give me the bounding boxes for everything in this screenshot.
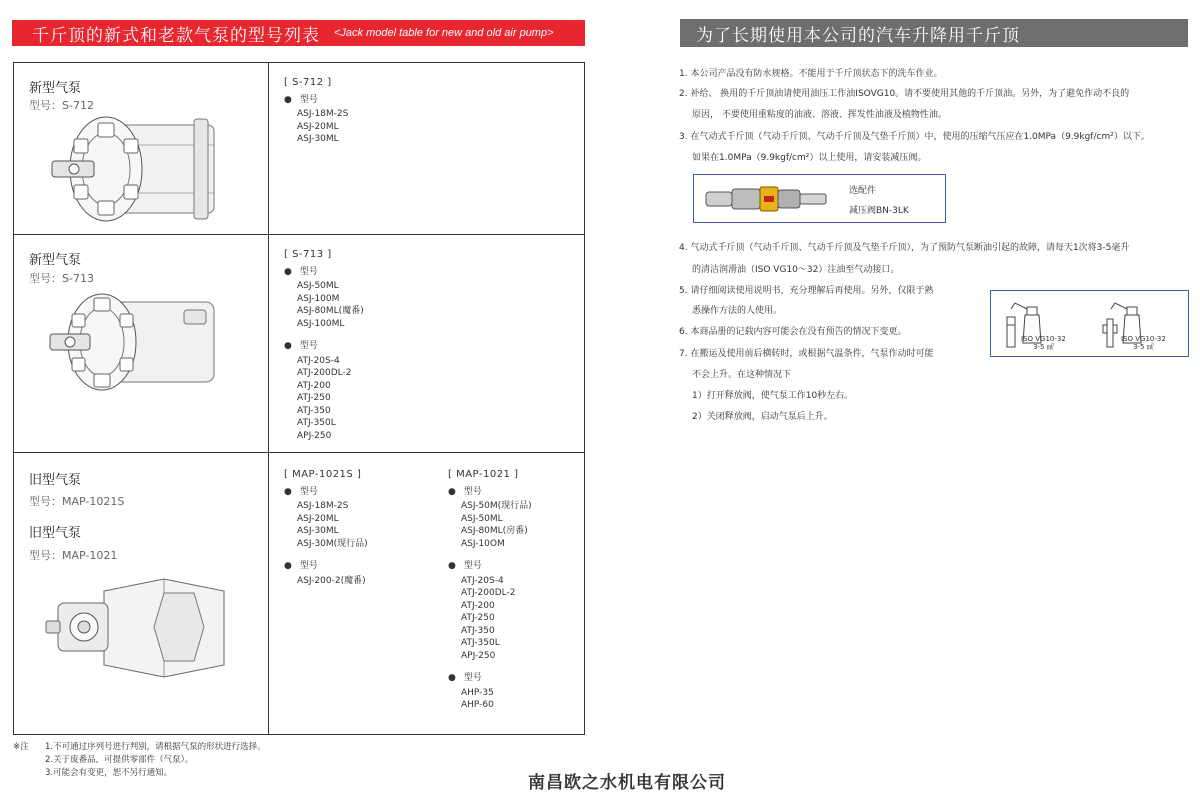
column-divider	[268, 63, 269, 734]
model-list-map1021	[448, 469, 532, 712]
model-item: ASJ-50M(现行品)	[461, 501, 532, 511]
model-item: ASJ-200-2(魔番)	[297, 575, 366, 586]
model-list-map1021s	[284, 469, 368, 587]
model-item: ATJ-350	[297, 405, 331, 416]
row-divider	[14, 452, 584, 453]
left-section-header	[12, 20, 585, 46]
note-line: 3.可能会有变更，恕不另行通知。	[45, 768, 173, 778]
model-code: [ MAP-1021S ]	[284, 469, 362, 480]
model-item: ASJ-100M	[297, 293, 340, 304]
model-group-label: ● 型号	[448, 486, 532, 499]
model-item: ATJ-200	[297, 380, 331, 391]
footer-company-name: 南昌欧之水机电有限公司	[528, 773, 726, 793]
pump-s712-image	[44, 111, 224, 229]
table-notes	[13, 741, 266, 780]
pump-model: 型号：S-712	[29, 99, 94, 112]
pressure-valve-icon	[704, 183, 834, 215]
lube-spec-text: 3-5 ㎖	[1033, 343, 1054, 351]
model-item: ATJ-20S-4	[461, 575, 504, 586]
usage-note: 5. 请仔细阅读使用说明书，充分理解后再使用。另外，仅限于熟	[679, 286, 934, 296]
lube-spec-right	[1121, 335, 1166, 351]
lube-spec-text: 3-5 ㎖	[1133, 343, 1154, 351]
usage-note: 2）关闭释放阀，启动气泵后上升。	[692, 412, 833, 422]
model-item: APJ-250	[461, 650, 496, 661]
usage-note: 悉操作方法的人使用。	[692, 306, 783, 316]
usage-note: 的清洁润滑油（ISO VG10～32）注油至气动接口。	[692, 265, 900, 275]
model-item: AHP-60	[461, 700, 494, 710]
row-divider	[14, 234, 584, 235]
model-item: ASJ-20ML	[297, 513, 339, 524]
model-item: ASJ-20ML	[297, 121, 339, 132]
usage-note: 不会上升。在这种情况下	[692, 370, 792, 380]
model-item: ASJ-30ML	[297, 134, 339, 144]
usage-note: 1）打开释放阀，使气泵工作10秒左右。	[692, 391, 854, 401]
pump-name: 新型气泵	[29, 81, 82, 96]
model-item: ATJ-20S-4	[297, 355, 340, 366]
usage-note: 2. 补给、 换用的千斤顶油请使用油压工作油ISOVG10。请不要使用其他的千斤顶油。另外，为了避免作动不良的	[679, 89, 1130, 99]
right-section-header	[680, 19, 1188, 47]
model-item: ATJ-350L	[297, 418, 336, 428]
model-item: AHP-35	[461, 687, 494, 698]
model-item: ATJ-200DL-2	[461, 588, 516, 598]
model-item: ATJ-350	[461, 625, 495, 636]
model-item: ATJ-250	[461, 613, 495, 623]
model-item: ASJ-18M-2S	[297, 109, 349, 119]
usage-note: 4. 气动式千斤顶（气动千斤顶、气动千斤顶及气垫千斤顶），为了预防气泵断油引起的故障，请每天1次将3-5毫升	[679, 243, 1130, 253]
model-item: ASJ-100ML	[297, 318, 345, 329]
model-group-label: ● 型号	[448, 672, 532, 685]
model-list-s712	[284, 77, 348, 146]
left-header-title-cn: 千斤顶的新式和老款气泵的型号列表	[32, 25, 320, 46]
pump-name: 新型气泵	[29, 253, 82, 268]
lubrication-diagram	[990, 290, 1189, 357]
model-group-label: ● 型号	[284, 266, 364, 279]
pump-s713-image	[44, 288, 224, 396]
model-group-label: ● 型号	[284, 560, 368, 573]
accessory-label: 选配件	[849, 186, 877, 196]
model-group-label: ● 型号	[448, 560, 532, 573]
lube-spec-left	[1021, 335, 1066, 351]
model-code: [ S-713 ]	[284, 249, 332, 260]
usage-note: 1. 本公司产品没有防水规格。不能用于千斤顶状态下的洗车作业。	[679, 69, 943, 79]
pump-model: 型号：MAP-1021	[29, 549, 118, 562]
model-item: ASJ-30M(现行品)	[297, 538, 368, 549]
right-header-title: 为了长期使用本公司的汽车升降用千斤顶	[696, 25, 1020, 46]
model-item: ATJ-200DL-2	[297, 368, 352, 378]
model-item: ATJ-200	[461, 600, 495, 611]
usage-note: 7. 在搬运及使用前后横转时，或根据气温条件，气泵作动时可能	[679, 349, 934, 359]
lube-spec-text: ISO VG10-32	[1121, 335, 1166, 343]
model-list-s713	[284, 249, 364, 442]
note-line: 1.不可通过序列号进行判别，请根据气泵的形状进行选择。	[45, 742, 266, 752]
model-item: ATJ-350L	[461, 638, 500, 648]
usage-note: 如果在1.0MPa（9.9kgf/cm²）以上使用，请安装减压阀。	[692, 153, 927, 163]
model-item: ASJ-30ML	[297, 526, 339, 536]
model-item: ASJ-10OM	[461, 538, 505, 549]
model-group-label: ● 型号	[284, 340, 364, 353]
usage-note: 3. 在气动式千斤顶（气动千斤顶、气动千斤顶及气垫千斤顶）中，使用的压缩气压应在1.0MPa（9.9kgf/cm²）以下。	[679, 132, 1150, 142]
pump-name: 旧型气泵	[29, 526, 82, 541]
model-item: ASJ-50ML	[461, 513, 503, 524]
pump-model: 型号：MAP-1021S	[29, 495, 125, 508]
model-group-label: ● 型号	[284, 486, 368, 499]
lube-spec-text: ISO VG10-32	[1021, 335, 1066, 343]
jack-model-table	[13, 62, 585, 735]
note-mark: ※注	[13, 742, 29, 752]
model-group-label: ● 型号	[284, 94, 348, 107]
model-code: [ MAP-1021 ]	[448, 469, 519, 480]
model-item: ASJ-18M-2S	[297, 501, 349, 511]
accessory-box	[693, 174, 946, 223]
model-code: [ S-712 ]	[284, 77, 332, 88]
pump-map1021-image	[44, 573, 234, 681]
model-item: ASJ-50ML	[297, 281, 339, 291]
left-header-title-en: <Jack model table for new and old air pump>	[334, 27, 554, 39]
note-line: 2.关于废番品，可提供零部件（气泵）。	[45, 755, 194, 765]
model-item: APJ-250	[297, 430, 332, 441]
accessory-name: 减压阀BN-3LK	[849, 206, 909, 216]
usage-note: 6. 本商品册的记载内容可能会在没有预告的情况下变更。	[679, 327, 907, 337]
pump-model: 型号：S-713	[29, 272, 94, 285]
model-item: ASJ-80ML(房番)	[461, 526, 528, 536]
model-item: ASJ-80ML(魔番)	[297, 306, 364, 316]
usage-note: 原因， 不要使用重粘度的油液、溶液、挥发性油液及植物性油。	[692, 110, 947, 120]
pump-name: 旧型气泵	[29, 473, 82, 488]
model-item: ATJ-250	[297, 393, 331, 403]
